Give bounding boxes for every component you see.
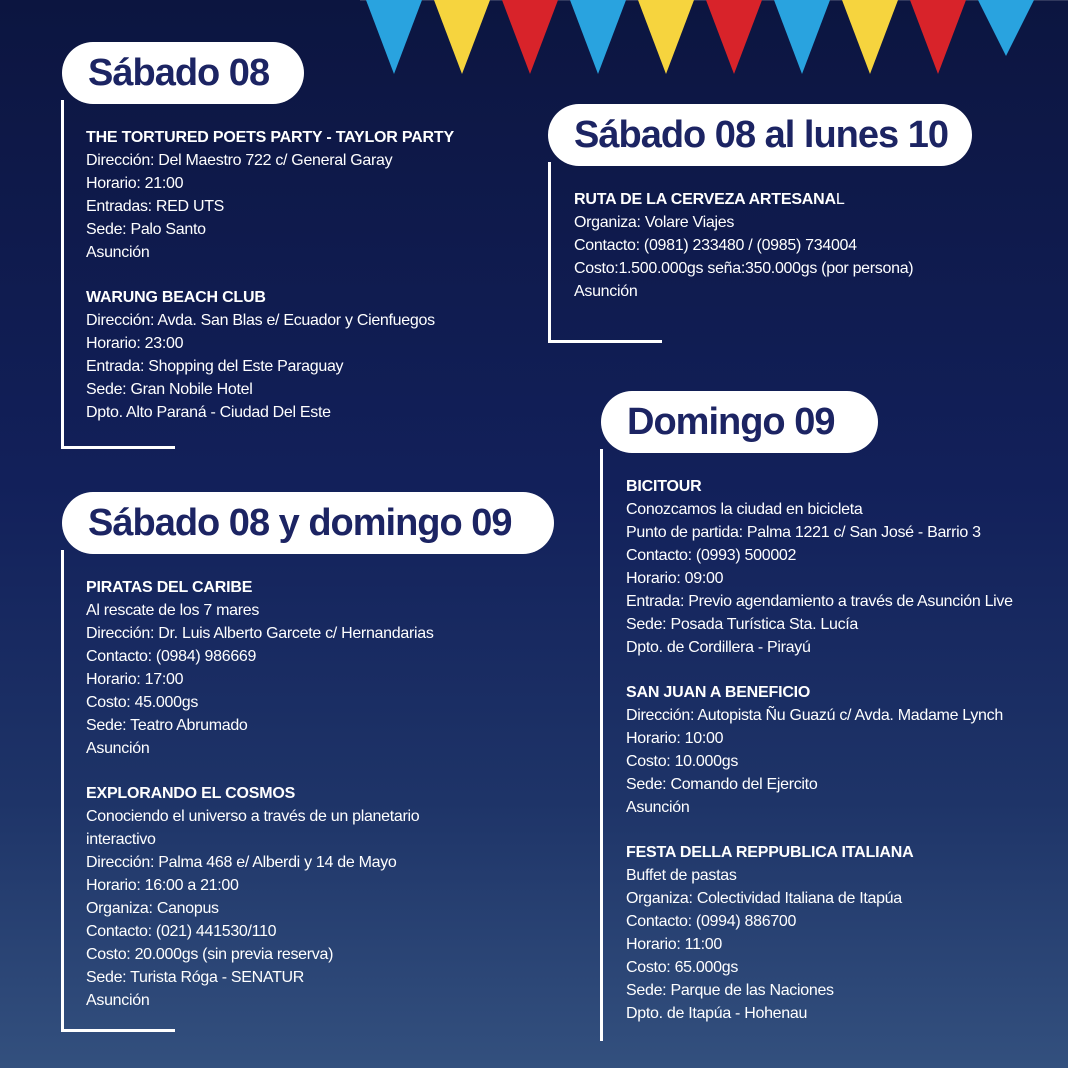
event-detail: Asunción xyxy=(86,992,150,1009)
event-detail: Organiza: Canopus xyxy=(86,900,219,917)
event-detail: Buffet de pastas xyxy=(626,867,737,884)
events-domingo xyxy=(626,475,1066,1047)
heading-domingo-09 xyxy=(601,391,878,453)
events-sabado-08 xyxy=(86,126,546,446)
heading-sabado-08 xyxy=(62,42,304,104)
event-title: BICITOUR xyxy=(626,478,702,495)
bunting-flag xyxy=(910,0,966,74)
event-ruta-cerveza xyxy=(574,188,1054,303)
bracket-domingo xyxy=(600,449,603,1041)
event-title: PIRATAS DEL CARIBE xyxy=(86,579,253,596)
bunting-flag xyxy=(570,0,626,74)
event-title-tail: L xyxy=(835,191,845,208)
bunting-flag xyxy=(978,0,1034,56)
event-detail: Contacto: (021) 441530/110 xyxy=(86,923,277,940)
event-detail: Horario: 23:00 xyxy=(86,335,184,352)
event-detail: interactivo xyxy=(86,831,156,848)
heading-domingo-text: Domingo 09 xyxy=(627,400,835,443)
event-detail: Sede: Teatro Abrumado xyxy=(86,717,248,734)
events-sabado-domingo xyxy=(86,576,556,1034)
event-title: SAN JUAN A BENEFICIO xyxy=(626,684,811,701)
event-title: THE TORTURED POETS PARTY - TAYLOR PARTY xyxy=(86,129,454,146)
bunting-flag xyxy=(774,0,830,74)
heading-sabado-domingo-text: Sábado 08 y domingo 09 xyxy=(88,501,512,544)
event-detail: Dirección: Del Maestro 722 c/ General Garay xyxy=(86,152,393,169)
event-detail: Horario: 17:00 xyxy=(86,671,184,688)
event-detail: Dirección: Autopista Ñu Guazú c/ Avda. Madame Lynch xyxy=(626,707,1003,724)
event-title: WARUNG BEACH CLUB xyxy=(86,289,266,306)
bunting-flag xyxy=(638,0,694,74)
event-detail: Dpto. Alto Paraná - Ciudad Del Este xyxy=(86,404,331,421)
event-detail: Sede: Turista Róga - SENATUR xyxy=(86,969,305,986)
event-detail: Horario: 16:00 a 21:00 xyxy=(86,877,239,894)
event-detail: Contacto: (0993) 500002 xyxy=(626,547,797,564)
event-piratas-del-caribe xyxy=(86,576,556,760)
event-explorando-el-cosmos xyxy=(86,782,556,1012)
event-festa-della-repubblica xyxy=(626,841,1066,1025)
event-detail: Punto de partida: Palma 1221 c/ San José - Barrio 3 xyxy=(626,524,981,541)
event-san-juan-a-beneficio xyxy=(626,681,1066,819)
event-detail: Entrada: Shopping del Este Paraguay xyxy=(86,358,344,375)
event-title: FESTA DELLA REPPUBLICA ITALIANA xyxy=(626,844,914,861)
event-detail: Costo: 20.000gs (sin previa reserva) xyxy=(86,946,334,963)
event-bicitour xyxy=(626,475,1066,659)
event-detail: Organiza: Colectividad Italiana de Itapúa xyxy=(626,890,902,907)
event-detail: Sede: Comando del Ejercito xyxy=(626,776,818,793)
event-detail: Contacto: (0994) 886700 xyxy=(626,913,797,930)
event-detail: Costo: 65.000gs xyxy=(626,959,739,976)
event-detail: Asunción xyxy=(574,283,638,300)
event-detail: Horario: 21:00 xyxy=(86,175,184,192)
event-detail: Costo: 10.000gs xyxy=(626,753,739,770)
event-detail: Sede: Parque de las Naciones xyxy=(626,982,834,999)
bunting-flags xyxy=(360,0,1068,90)
event-detail: Sede: Posada Turística Sta. Lucía xyxy=(626,616,859,633)
event-detail: Sede: Gran Nobile Hotel xyxy=(86,381,253,398)
events-sabado-lunes xyxy=(574,188,1054,325)
event-detail: Conociendo el universo a través de un planetario xyxy=(86,808,420,825)
event-detail: Contacto: (0984) 986669 xyxy=(86,648,257,665)
bunting-flag xyxy=(434,0,490,74)
heading-sabado-08-al-lunes-10 xyxy=(548,104,972,166)
bunting-flag xyxy=(502,0,558,74)
heading-sabado-lunes-text: Sábado 08 al lunes 10 xyxy=(574,113,948,156)
event-detail: Horario: 10:00 xyxy=(626,730,724,747)
heading-sabado-08-text: Sábado 08 xyxy=(88,51,270,94)
event-detail: Costo:1.500.000gs seña:350.000gs (por persona) xyxy=(574,260,914,277)
event-detail: Al rescate de los 7 mares xyxy=(86,602,260,619)
event-detail: Costo: 45.000gs xyxy=(86,694,199,711)
event-detail: Dpto. de Itapúa - Hohenau xyxy=(626,1005,808,1022)
event-detail: Asunción xyxy=(626,799,690,816)
event-detail: Organiza: Volare Viajes xyxy=(574,214,735,231)
event-detail: Asunción xyxy=(86,740,150,757)
event-detail: Horario: 09:00 xyxy=(626,570,724,587)
event-title xyxy=(574,188,1054,211)
event-detail: Dirección: Dr. Luis Alberto Garcete c/ Hernandarias xyxy=(86,625,434,642)
bunting-flag xyxy=(366,0,422,74)
event-detail: Conozcamos la ciudad en bicicleta xyxy=(626,501,863,518)
bunting-flag xyxy=(706,0,762,74)
event-detail: Entrada: Previo agendamiento a través de Asunción Live xyxy=(626,593,1013,610)
event-detail: Dpto. de Cordillera - Pirayú xyxy=(626,639,811,656)
heading-sabado-08-y-domingo-09 xyxy=(62,492,554,554)
event-detail: Horario: 11:00 xyxy=(626,936,723,953)
event-tortured-poets xyxy=(86,126,546,264)
event-title-main: RUTA DE LA CERVEZA ARTESANA xyxy=(574,191,836,208)
event-detail: Asunción xyxy=(86,244,150,261)
event-detail: Contacto: (0981) 233480 / (0985) 734004 xyxy=(574,237,857,254)
event-detail: Entradas: RED UTS xyxy=(86,198,225,215)
bunting-flag xyxy=(842,0,898,74)
event-detail: Dirección: Palma 468 e/ Alberdi y 14 de Mayo xyxy=(86,854,397,871)
event-title: EXPLORANDO EL COSMOS xyxy=(86,785,296,802)
event-warung-beach-club xyxy=(86,286,546,424)
event-detail: Sede: Palo Santo xyxy=(86,221,206,238)
event-detail: Dirección: Avda. San Blas e/ Ecuador y Cienfuegos xyxy=(86,312,435,329)
